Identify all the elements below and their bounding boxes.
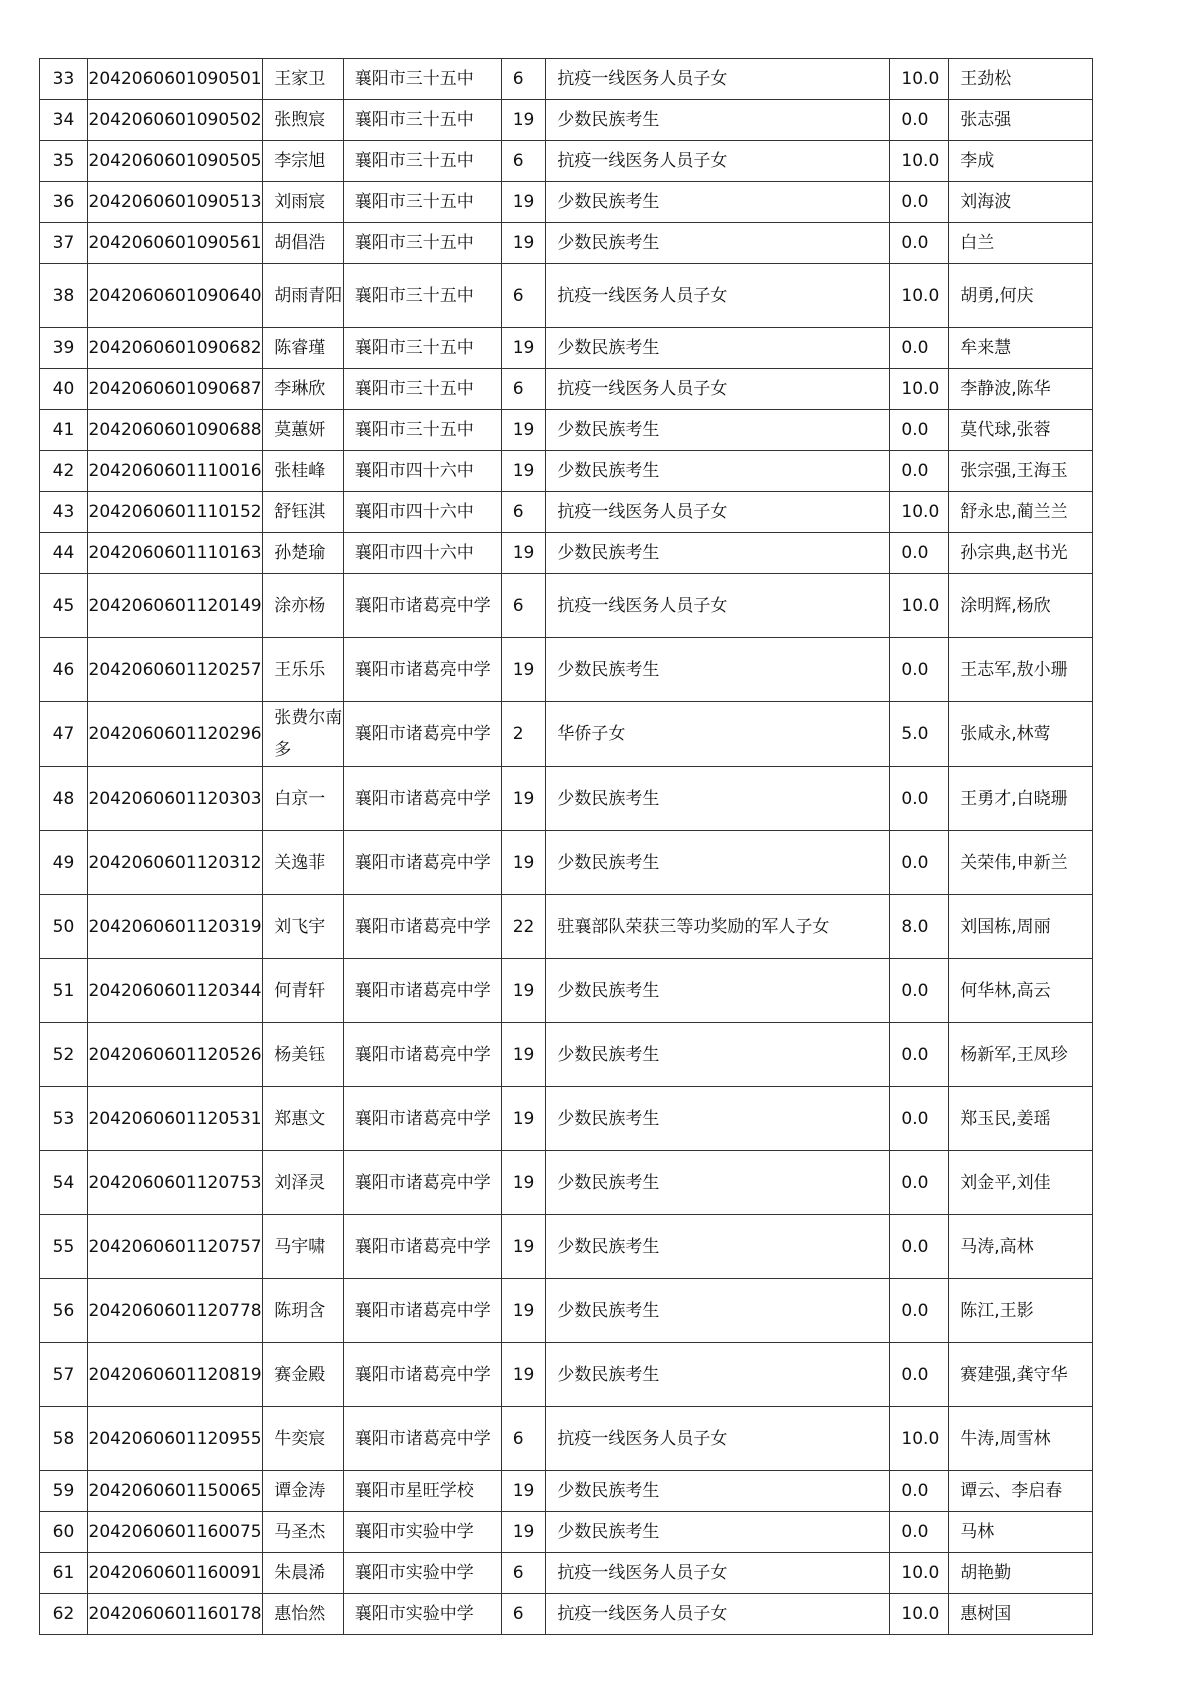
school-cell: 襄阳市诸葛亮中学 <box>343 1279 501 1343</box>
student-name-cell: 张煦宸 <box>263 100 344 141</box>
student-name-cell: 涂亦杨 <box>263 574 344 638</box>
table-row <box>40 1279 1093 1343</box>
bonus-category-cell: 华侨子女 <box>546 702 890 767</box>
school-cell: 襄阳市三十五中 <box>343 264 501 328</box>
bonus-points-cell: 10.0 <box>890 1553 949 1594</box>
student-name-cell: 胡雨青阳 <box>263 264 344 328</box>
table-row <box>40 451 1093 492</box>
parents-cell: 刘海波 <box>949 182 1093 223</box>
parents-cell: 马林 <box>949 1512 1093 1553</box>
parents-cell: 牟来慧 <box>949 328 1093 369</box>
row-number-cell: 42 <box>40 451 88 492</box>
bonus-code-cell: 19 <box>501 1087 546 1151</box>
bonus-category-cell: 少数民族考生 <box>546 410 890 451</box>
parents-cell: 王勇才,白晓珊 <box>949 767 1093 831</box>
bonus-category-cell: 少数民族考生 <box>546 767 890 831</box>
parents-cell: 张宗强,王海玉 <box>949 451 1093 492</box>
school-cell: 襄阳市诸葛亮中学 <box>343 767 501 831</box>
student-name-cell: 刘雨宸 <box>263 182 344 223</box>
bonus-points-cell: 8.0 <box>890 895 949 959</box>
parents-cell: 胡艳勤 <box>949 1553 1093 1594</box>
exam-id-cell: 2042060601120257 <box>87 638 262 702</box>
parents-cell: 舒永忠,蔺兰兰 <box>949 492 1093 533</box>
exam-id-cell: 2042060601120312 <box>87 831 262 895</box>
parents-cell: 白兰 <box>949 223 1093 264</box>
student-name-cell: 赛金殿 <box>263 1343 344 1407</box>
table-row <box>40 223 1093 264</box>
bonus-points-cell: 10.0 <box>890 141 949 182</box>
bonus-category-cell: 少数民族考生 <box>546 638 890 702</box>
bonus-code-cell: 19 <box>501 1471 546 1512</box>
bonus-category-cell: 抗疫一线医务人员子女 <box>546 264 890 328</box>
bonus-category-cell: 抗疫一线医务人员子女 <box>546 369 890 410</box>
row-number-cell: 49 <box>40 831 88 895</box>
row-number-cell: 37 <box>40 223 88 264</box>
parents-cell: 莫代球,张蓉 <box>949 410 1093 451</box>
student-name-cell: 马圣杰 <box>263 1512 344 1553</box>
bonus-points-cell: 0.0 <box>890 100 949 141</box>
student-name-cell: 莫蕙妍 <box>263 410 344 451</box>
student-name-cell: 何青轩 <box>263 959 344 1023</box>
bonus-points-cell: 10.0 <box>890 59 949 100</box>
bonus-category-cell: 驻襄部队荣获三等功奖励的军人子女 <box>546 895 890 959</box>
exam-id-cell: 2042060601120344 <box>87 959 262 1023</box>
school-cell: 襄阳市实验中学 <box>343 1553 501 1594</box>
bonus-points-cell: 10.0 <box>890 492 949 533</box>
student-name-cell: 白京一 <box>263 767 344 831</box>
parents-cell: 李成 <box>949 141 1093 182</box>
parents-cell: 刘国栋,周丽 <box>949 895 1093 959</box>
student-name-cell: 郑惠文 <box>263 1087 344 1151</box>
bonus-points-cell: 0.0 <box>890 328 949 369</box>
school-cell: 襄阳市三十五中 <box>343 328 501 369</box>
row-number-cell: 55 <box>40 1215 88 1279</box>
table-row <box>40 533 1093 574</box>
bonus-points-cell: 0.0 <box>890 767 949 831</box>
bonus-code-cell: 19 <box>501 959 546 1023</box>
parents-cell: 刘金平,刘佳 <box>949 1151 1093 1215</box>
bonus-code-cell: 19 <box>501 1343 546 1407</box>
school-cell: 襄阳市三十五中 <box>343 223 501 264</box>
row-number-cell: 46 <box>40 638 88 702</box>
exam-id-cell: 2042060601120531 <box>87 1087 262 1151</box>
bonus-category-cell: 抗疫一线医务人员子女 <box>546 492 890 533</box>
bonus-category-cell: 抗疫一线医务人员子女 <box>546 574 890 638</box>
row-number-cell: 59 <box>40 1471 88 1512</box>
row-number-cell: 39 <box>40 328 88 369</box>
row-number-cell: 35 <box>40 141 88 182</box>
bonus-category-cell: 抗疫一线医务人员子女 <box>546 1594 890 1635</box>
table-row <box>40 767 1093 831</box>
bonus-code-cell: 19 <box>501 451 546 492</box>
row-number-cell: 33 <box>40 59 88 100</box>
row-number-cell: 53 <box>40 1087 88 1151</box>
parents-cell: 张咸永,林莺 <box>949 702 1093 767</box>
bonus-category-cell: 少数民族考生 <box>546 100 890 141</box>
parents-cell: 关荣伟,申新兰 <box>949 831 1093 895</box>
table-row <box>40 702 1093 767</box>
row-number-cell: 44 <box>40 533 88 574</box>
bonus-category-cell: 少数民族考生 <box>546 1023 890 1087</box>
student-name-cell: 张桂峰 <box>263 451 344 492</box>
bonus-points-cell: 0.0 <box>890 1471 949 1512</box>
exam-id-cell: 2042060601110163 <box>87 533 262 574</box>
bonus-points-cell: 10.0 <box>890 369 949 410</box>
student-name-cell: 关逸菲 <box>263 831 344 895</box>
student-name-cell: 张费尔南多 <box>263 702 344 767</box>
bonus-points-cell: 0.0 <box>890 223 949 264</box>
roster-table <box>39 58 1093 1635</box>
parents-cell: 惠树国 <box>949 1594 1093 1635</box>
student-name-cell: 刘泽灵 <box>263 1151 344 1215</box>
bonus-category-cell: 少数民族考生 <box>546 831 890 895</box>
row-number-cell: 61 <box>40 1553 88 1594</box>
parents-cell: 牛涛,周雪林 <box>949 1407 1093 1471</box>
parents-cell: 胡勇,何庆 <box>949 264 1093 328</box>
exam-id-cell: 2042060601160075 <box>87 1512 262 1553</box>
school-cell: 襄阳市三十五中 <box>343 369 501 410</box>
school-cell: 襄阳市诸葛亮中学 <box>343 959 501 1023</box>
school-cell: 襄阳市三十五中 <box>343 141 501 182</box>
bonus-category-cell: 少数民族考生 <box>546 1343 890 1407</box>
bonus-points-cell: 0.0 <box>890 1023 949 1087</box>
school-cell: 襄阳市星旺学校 <box>343 1471 501 1512</box>
school-cell: 襄阳市诸葛亮中学 <box>343 574 501 638</box>
table-row <box>40 574 1093 638</box>
table-row <box>40 1343 1093 1407</box>
parents-cell: 马涛,高林 <box>949 1215 1093 1279</box>
student-name-cell: 王家卫 <box>263 59 344 100</box>
table-row <box>40 328 1093 369</box>
school-cell: 襄阳市诸葛亮中学 <box>343 638 501 702</box>
bonus-points-cell: 10.0 <box>890 264 949 328</box>
table-row <box>40 1087 1093 1151</box>
bonus-points-cell: 5.0 <box>890 702 949 767</box>
bonus-category-cell: 少数民族考生 <box>546 1279 890 1343</box>
school-cell: 襄阳市诸葛亮中学 <box>343 1343 501 1407</box>
school-cell: 襄阳市诸葛亮中学 <box>343 895 501 959</box>
exam-id-cell: 2042060601160091 <box>87 1553 262 1594</box>
parents-cell: 王志军,敖小珊 <box>949 638 1093 702</box>
table-row <box>40 1553 1093 1594</box>
student-name-cell: 李琳欣 <box>263 369 344 410</box>
exam-id-cell: 2042060601110016 <box>87 451 262 492</box>
exam-id-cell: 2042060601120955 <box>87 1407 262 1471</box>
bonus-points-cell: 0.0 <box>890 182 949 223</box>
student-name-cell: 孙楚瑜 <box>263 533 344 574</box>
bonus-category-cell: 抗疫一线医务人员子女 <box>546 141 890 182</box>
row-number-cell: 38 <box>40 264 88 328</box>
school-cell: 襄阳市四十六中 <box>343 451 501 492</box>
bonus-code-cell: 6 <box>501 141 546 182</box>
table-row <box>40 369 1093 410</box>
bonus-points-cell: 0.0 <box>890 410 949 451</box>
exam-id-cell: 2042060601090505 <box>87 141 262 182</box>
school-cell: 襄阳市实验中学 <box>343 1594 501 1635</box>
student-name-cell: 惠怡然 <box>263 1594 344 1635</box>
bonus-points-cell: 0.0 <box>890 1151 949 1215</box>
exam-id-cell: 2042060601090688 <box>87 410 262 451</box>
table-row <box>40 959 1093 1023</box>
bonus-code-cell: 6 <box>501 264 546 328</box>
school-cell: 襄阳市四十六中 <box>343 492 501 533</box>
student-name-cell: 舒钰淇 <box>263 492 344 533</box>
bonus-category-cell: 少数民族考生 <box>546 533 890 574</box>
row-number-cell: 60 <box>40 1512 88 1553</box>
table-row <box>40 1151 1093 1215</box>
student-name-cell: 陈玥含 <box>263 1279 344 1343</box>
bonus-code-cell: 22 <box>501 895 546 959</box>
student-name-cell: 牛奕宸 <box>263 1407 344 1471</box>
table-row <box>40 1023 1093 1087</box>
bonus-code-cell: 19 <box>501 223 546 264</box>
bonus-category-cell: 少数民族考生 <box>546 451 890 492</box>
bonus-code-cell: 19 <box>501 100 546 141</box>
school-cell: 襄阳市诸葛亮中学 <box>343 1023 501 1087</box>
bonus-code-cell: 19 <box>501 1512 546 1553</box>
bonus-code-cell: 19 <box>501 638 546 702</box>
parents-cell: 何华林,高云 <box>949 959 1093 1023</box>
table-row <box>40 182 1093 223</box>
bonus-points-cell: 0.0 <box>890 959 949 1023</box>
row-number-cell: 48 <box>40 767 88 831</box>
bonus-code-cell: 6 <box>501 1594 546 1635</box>
bonus-category-cell: 抗疫一线医务人员子女 <box>546 59 890 100</box>
parents-cell: 赛建强,龚守华 <box>949 1343 1093 1407</box>
row-number-cell: 36 <box>40 182 88 223</box>
bonus-code-cell: 6 <box>501 59 546 100</box>
exam-id-cell: 2042060601150065 <box>87 1471 262 1512</box>
student-name-cell: 刘飞宇 <box>263 895 344 959</box>
table-row <box>40 100 1093 141</box>
parents-cell: 王劲松 <box>949 59 1093 100</box>
parents-cell: 张志强 <box>949 100 1093 141</box>
school-cell: 襄阳市实验中学 <box>343 1512 501 1553</box>
row-number-cell: 52 <box>40 1023 88 1087</box>
student-name-cell: 马宇啸 <box>263 1215 344 1279</box>
exam-id-cell: 2042060601160178 <box>87 1594 262 1635</box>
table-row <box>40 831 1093 895</box>
exam-id-cell: 2042060601120149 <box>87 574 262 638</box>
row-number-cell: 58 <box>40 1407 88 1471</box>
student-name-cell: 李宗旭 <box>263 141 344 182</box>
table-row <box>40 264 1093 328</box>
bonus-points-cell: 10.0 <box>890 1407 949 1471</box>
exam-id-cell: 2042060601120757 <box>87 1215 262 1279</box>
bonus-points-cell: 0.0 <box>890 451 949 492</box>
school-cell: 襄阳市三十五中 <box>343 100 501 141</box>
table-row <box>40 492 1093 533</box>
bonus-points-cell: 0.0 <box>890 1087 949 1151</box>
row-number-cell: 43 <box>40 492 88 533</box>
bonus-category-cell: 抗疫一线医务人员子女 <box>546 1407 890 1471</box>
table-row <box>40 1215 1093 1279</box>
school-cell: 襄阳市诸葛亮中学 <box>343 831 501 895</box>
bonus-points-cell: 0.0 <box>890 638 949 702</box>
school-cell: 襄阳市四十六中 <box>343 533 501 574</box>
exam-id-cell: 2042060601090561 <box>87 223 262 264</box>
student-name-cell: 陈睿瑾 <box>263 328 344 369</box>
table-row <box>40 59 1093 100</box>
bonus-category-cell: 少数民族考生 <box>546 328 890 369</box>
bonus-code-cell: 19 <box>501 767 546 831</box>
bonus-points-cell: 0.0 <box>890 1215 949 1279</box>
row-number-cell: 54 <box>40 1151 88 1215</box>
bonus-category-cell: 少数民族考生 <box>546 1512 890 1553</box>
exam-id-cell: 2042060601120778 <box>87 1279 262 1343</box>
bonus-code-cell: 6 <box>501 1553 546 1594</box>
bonus-category-cell: 少数民族考生 <box>546 1151 890 1215</box>
row-number-cell: 50 <box>40 895 88 959</box>
bonus-code-cell: 19 <box>501 831 546 895</box>
bonus-points-cell: 0.0 <box>890 1279 949 1343</box>
bonus-code-cell: 19 <box>501 410 546 451</box>
exam-id-cell: 2042060601110152 <box>87 492 262 533</box>
bonus-code-cell: 19 <box>501 182 546 223</box>
school-cell: 襄阳市诸葛亮中学 <box>343 1087 501 1151</box>
bonus-code-cell: 19 <box>501 328 546 369</box>
school-cell: 襄阳市诸葛亮中学 <box>343 1151 501 1215</box>
bonus-points-cell: 0.0 <box>890 1512 949 1553</box>
bonus-category-cell: 少数民族考生 <box>546 1087 890 1151</box>
school-cell: 襄阳市诸葛亮中学 <box>343 1215 501 1279</box>
bonus-category-cell: 少数民族考生 <box>546 1215 890 1279</box>
bonus-code-cell: 2 <box>501 702 546 767</box>
table-row <box>40 141 1093 182</box>
exam-id-cell: 2042060601090501 <box>87 59 262 100</box>
exam-id-cell: 2042060601120526 <box>87 1023 262 1087</box>
bonus-category-cell: 抗疫一线医务人员子女 <box>546 1553 890 1594</box>
row-number-cell: 34 <box>40 100 88 141</box>
school-cell: 襄阳市三十五中 <box>343 182 501 223</box>
exam-id-cell: 2042060601120296 <box>87 702 262 767</box>
student-name-cell: 朱晨浠 <box>263 1553 344 1594</box>
roster-body <box>40 59 1093 1635</box>
exam-id-cell: 2042060601090513 <box>87 182 262 223</box>
school-cell: 襄阳市诸葛亮中学 <box>343 702 501 767</box>
parents-cell: 郑玉民,姜瑶 <box>949 1087 1093 1151</box>
bonus-code-cell: 19 <box>501 1279 546 1343</box>
bonus-points-cell: 10.0 <box>890 1594 949 1635</box>
student-name-cell: 杨美钰 <box>263 1023 344 1087</box>
bonus-category-cell: 少数民族考生 <box>546 1471 890 1512</box>
row-number-cell: 56 <box>40 1279 88 1343</box>
exam-id-cell: 2042060601120753 <box>87 1151 262 1215</box>
exam-id-cell: 2042060601090682 <box>87 328 262 369</box>
row-number-cell: 47 <box>40 702 88 767</box>
exam-id-cell: 2042060601120303 <box>87 767 262 831</box>
bonus-code-cell: 6 <box>501 574 546 638</box>
bonus-points-cell: 0.0 <box>890 533 949 574</box>
row-number-cell: 57 <box>40 1343 88 1407</box>
row-number-cell: 62 <box>40 1594 88 1635</box>
bonus-code-cell: 19 <box>501 1151 546 1215</box>
school-cell: 襄阳市三十五中 <box>343 410 501 451</box>
parents-cell: 杨新军,王凤珍 <box>949 1023 1093 1087</box>
table-row <box>40 1407 1093 1471</box>
bonus-code-cell: 19 <box>501 1023 546 1087</box>
bonus-points-cell: 0.0 <box>890 1343 949 1407</box>
exam-id-cell: 2042060601120819 <box>87 1343 262 1407</box>
table-row <box>40 410 1093 451</box>
bonus-category-cell: 少数民族考生 <box>546 223 890 264</box>
student-name-cell: 王乐乐 <box>263 638 344 702</box>
student-name-cell: 胡倡浩 <box>263 223 344 264</box>
bonus-category-cell: 少数民族考生 <box>546 959 890 1023</box>
parents-cell: 陈江,王影 <box>949 1279 1093 1343</box>
exam-id-cell: 2042060601090687 <box>87 369 262 410</box>
bonus-code-cell: 6 <box>501 492 546 533</box>
table-row <box>40 895 1093 959</box>
parents-cell: 涂明辉,杨欣 <box>949 574 1093 638</box>
row-number-cell: 51 <box>40 959 88 1023</box>
exam-id-cell: 2042060601120319 <box>87 895 262 959</box>
row-number-cell: 41 <box>40 410 88 451</box>
bonus-points-cell: 0.0 <box>890 831 949 895</box>
exam-id-cell: 2042060601090502 <box>87 100 262 141</box>
bonus-code-cell: 6 <box>501 1407 546 1471</box>
table-row <box>40 638 1093 702</box>
bonus-code-cell: 19 <box>501 533 546 574</box>
school-cell: 襄阳市三十五中 <box>343 59 501 100</box>
parents-cell: 孙宗典,赵书光 <box>949 533 1093 574</box>
table-row <box>40 1471 1093 1512</box>
bonus-points-cell: 10.0 <box>890 574 949 638</box>
table-row <box>40 1512 1093 1553</box>
parents-cell: 谭云、李启春 <box>949 1471 1093 1512</box>
row-number-cell: 40 <box>40 369 88 410</box>
bonus-code-cell: 19 <box>501 1215 546 1279</box>
student-name-cell: 谭金涛 <box>263 1471 344 1512</box>
school-cell: 襄阳市诸葛亮中学 <box>343 1407 501 1471</box>
row-number-cell: 45 <box>40 574 88 638</box>
bonus-code-cell: 6 <box>501 369 546 410</box>
parents-cell: 李静波,陈华 <box>949 369 1093 410</box>
bonus-category-cell: 少数民族考生 <box>546 182 890 223</box>
table-row <box>40 1594 1093 1635</box>
exam-id-cell: 2042060601090640 <box>87 264 262 328</box>
